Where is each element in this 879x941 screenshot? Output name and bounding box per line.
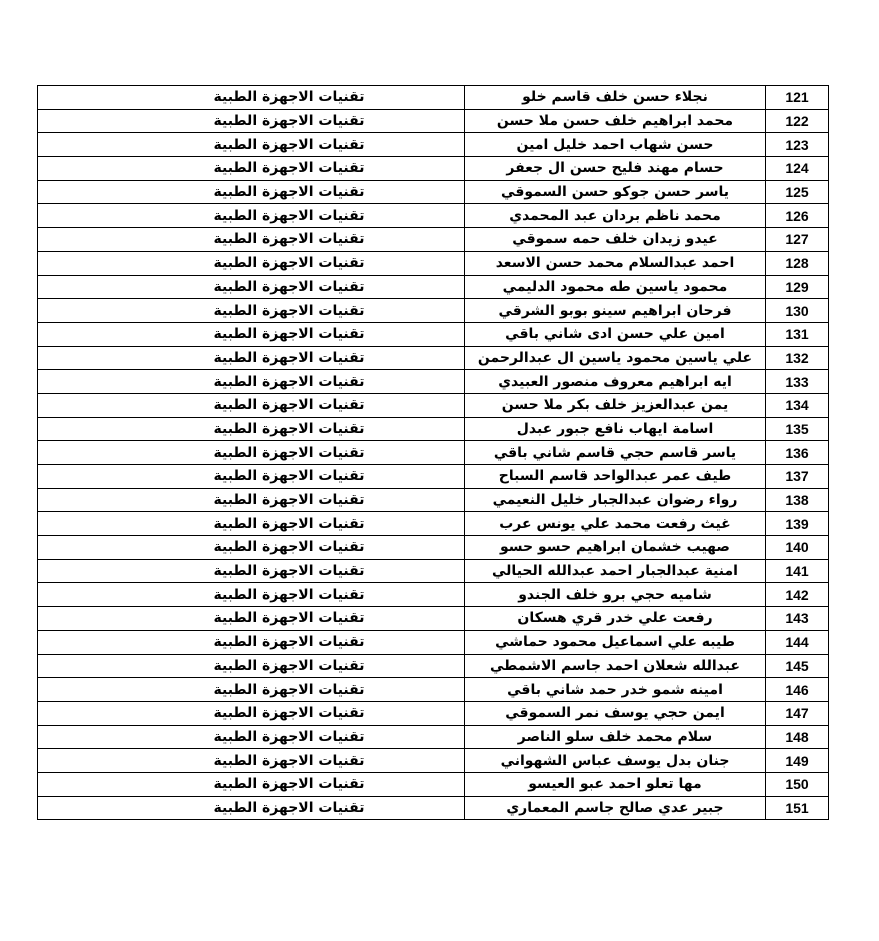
row-number: 141 bbox=[766, 559, 829, 583]
student-name: سلام محمد خلف سلو الناصر bbox=[465, 725, 766, 749]
table-row bbox=[38, 678, 829, 702]
row-number: 134 bbox=[766, 393, 829, 417]
row-number: 125 bbox=[766, 180, 829, 204]
student-name: فرحان ابراهيم سينو بوبو الشرقي bbox=[465, 299, 766, 323]
row-number: 143 bbox=[766, 607, 829, 631]
department-cell bbox=[38, 512, 465, 536]
department-cell bbox=[38, 559, 465, 583]
department-name: تقنيات الاجهزة الطبية bbox=[213, 657, 365, 674]
table-row bbox=[38, 417, 829, 441]
department-name: تقنيات الاجهزة الطبية bbox=[213, 326, 365, 343]
department-name: تقنيات الاجهزة الطبية bbox=[213, 397, 365, 414]
row-number: 136 bbox=[766, 441, 829, 465]
department-cell bbox=[38, 86, 465, 110]
table-row bbox=[38, 393, 829, 417]
table-row bbox=[38, 796, 829, 820]
department-name: تقنيات الاجهزة الطبية bbox=[213, 160, 365, 177]
table-row bbox=[38, 701, 829, 725]
table-row bbox=[38, 251, 829, 275]
table-row bbox=[38, 86, 829, 110]
department-cell bbox=[38, 417, 465, 441]
row-number: 123 bbox=[766, 133, 829, 157]
table-row bbox=[38, 559, 829, 583]
student-name: حسن شهاب احمد خليل امين bbox=[465, 133, 766, 157]
row-number: 150 bbox=[766, 772, 829, 796]
table-row bbox=[38, 441, 829, 465]
row-number: 126 bbox=[766, 204, 829, 228]
student-name: عبدالله شعلان احمد جاسم الاشمطي bbox=[465, 654, 766, 678]
department-name: تقنيات الاجهزة الطبية bbox=[213, 634, 365, 651]
table-row bbox=[38, 204, 829, 228]
department-cell bbox=[38, 749, 465, 773]
row-number: 129 bbox=[766, 275, 829, 299]
student-name: ياسر قاسم حجي قاسم شاني باقي bbox=[465, 441, 766, 465]
department-name: تقنيات الاجهزة الطبية bbox=[213, 705, 365, 722]
department-name: تقنيات الاجهزة الطبية bbox=[213, 539, 365, 556]
student-name: نجلاء حسن خلف قاسم خلو bbox=[465, 86, 766, 110]
department-cell bbox=[38, 275, 465, 299]
department-name: تقنيات الاجهزة الطبية bbox=[213, 799, 365, 816]
student-name: محمد ابراهيم خلف حسن ملا حسن bbox=[465, 109, 766, 133]
student-name: احمد عبدالسلام محمد حسن الاسعد bbox=[465, 251, 766, 275]
student-name: ايمن حجي يوسف نمر السموقي bbox=[465, 701, 766, 725]
department-cell bbox=[38, 772, 465, 796]
department-name: تقنيات الاجهزة الطبية bbox=[213, 113, 365, 130]
department-name: تقنيات الاجهزة الطبية bbox=[213, 468, 365, 485]
department-name: تقنيات الاجهزة الطبية bbox=[213, 563, 365, 580]
department-name: تقنيات الاجهزة الطبية bbox=[213, 728, 365, 745]
department-name: تقنيات الاجهزة الطبية bbox=[213, 207, 365, 224]
student-name: حسام مهند فليح حسن ال جعفر bbox=[465, 157, 766, 181]
row-number: 149 bbox=[766, 749, 829, 773]
table-row bbox=[38, 725, 829, 749]
student-table bbox=[37, 85, 829, 820]
table-row bbox=[38, 512, 829, 536]
student-name: رواء رضوان عبدالجبار خليل النعيمي bbox=[465, 488, 766, 512]
row-number: 147 bbox=[766, 701, 829, 725]
table-row bbox=[38, 465, 829, 489]
table-row bbox=[38, 583, 829, 607]
table-row bbox=[38, 654, 829, 678]
student-name: شاميه حجي برو خلف الجندو bbox=[465, 583, 766, 607]
table-row bbox=[38, 749, 829, 773]
student-name: ايه ابراهيم معروف منصور العبيدي bbox=[465, 370, 766, 394]
department-name: تقنيات الاجهزة الطبية bbox=[213, 444, 365, 461]
department-cell bbox=[38, 346, 465, 370]
table-row bbox=[38, 228, 829, 252]
department-cell bbox=[38, 133, 465, 157]
department-name: تقنيات الاجهزة الطبية bbox=[213, 278, 365, 295]
table-row bbox=[38, 772, 829, 796]
row-number: 133 bbox=[766, 370, 829, 394]
department-name: تقنيات الاجهزة الطبية bbox=[213, 586, 365, 603]
student-name: امنية عبدالجبار احمد عبدالله الحيالي bbox=[465, 559, 766, 583]
student-name: جبير عدي صالح جاسم المعماري bbox=[465, 796, 766, 820]
student-table-body bbox=[38, 86, 829, 820]
table-row bbox=[38, 536, 829, 560]
department-name: تقنيات الاجهزة الطبية bbox=[213, 184, 365, 201]
student-name: امينه شمو خدر حمد شاني باقي bbox=[465, 678, 766, 702]
department-cell bbox=[38, 441, 465, 465]
student-list-sheet bbox=[37, 85, 825, 820]
student-name: صهيب خشمان ابراهيم حسو حسو bbox=[465, 536, 766, 560]
table-row bbox=[38, 322, 829, 346]
table-row bbox=[38, 157, 829, 181]
department-name: تقنيات الاجهزة الطبية bbox=[213, 302, 365, 319]
department-cell bbox=[38, 583, 465, 607]
department-cell bbox=[38, 607, 465, 631]
row-number: 127 bbox=[766, 228, 829, 252]
department-cell bbox=[38, 678, 465, 702]
row-number: 144 bbox=[766, 630, 829, 654]
row-number: 138 bbox=[766, 488, 829, 512]
row-number: 124 bbox=[766, 157, 829, 181]
department-cell bbox=[38, 180, 465, 204]
table-row bbox=[38, 370, 829, 394]
department-name: تقنيات الاجهزة الطبية bbox=[213, 776, 365, 793]
student-name: يمن عبدالعزيز خلف بكر ملا حسن bbox=[465, 393, 766, 417]
student-name: محمود ياسين طه محمود الدليمي bbox=[465, 275, 766, 299]
table-row bbox=[38, 488, 829, 512]
department-cell bbox=[38, 536, 465, 560]
row-number: 132 bbox=[766, 346, 829, 370]
student-name: غيث رفعت محمد علي يونس عرب bbox=[465, 512, 766, 536]
department-name: تقنيات الاجهزة الطبية bbox=[213, 231, 365, 248]
department-name: تقنيات الاجهزة الطبية bbox=[213, 349, 365, 366]
table-row bbox=[38, 109, 829, 133]
department-cell bbox=[38, 204, 465, 228]
department-name: تقنيات الاجهزة الطبية bbox=[213, 255, 365, 272]
department-cell bbox=[38, 393, 465, 417]
department-cell bbox=[38, 488, 465, 512]
department-cell bbox=[38, 796, 465, 820]
student-name: طيف عمر عبدالواحد قاسم السباح bbox=[465, 465, 766, 489]
department-name: تقنيات الاجهزة الطبية bbox=[213, 373, 365, 390]
department-name: تقنيات الاجهزة الطبية bbox=[213, 515, 365, 532]
department-cell bbox=[38, 701, 465, 725]
table-row bbox=[38, 275, 829, 299]
table-row bbox=[38, 299, 829, 323]
student-name: اسامة ايهاب نافع جبور عبدل bbox=[465, 417, 766, 441]
student-name: امين علي حسن ادى شاني باقي bbox=[465, 322, 766, 346]
student-name: ياسر حسن جوكو حسن السموقي bbox=[465, 180, 766, 204]
department-cell bbox=[38, 299, 465, 323]
student-name: مها تعلو احمد عبو العيسو bbox=[465, 772, 766, 796]
department-cell bbox=[38, 654, 465, 678]
table-row bbox=[38, 133, 829, 157]
row-number: 128 bbox=[766, 251, 829, 275]
student-name: علي ياسين محمود ياسين ال عبدالرحمن bbox=[465, 346, 766, 370]
student-name: رفعت علي خدر قري هسكان bbox=[465, 607, 766, 631]
table-row bbox=[38, 630, 829, 654]
row-number: 142 bbox=[766, 583, 829, 607]
department-name: تقنيات الاجهزة الطبية bbox=[213, 492, 365, 509]
row-number: 122 bbox=[766, 109, 829, 133]
table-row bbox=[38, 346, 829, 370]
row-number: 130 bbox=[766, 299, 829, 323]
department-name: تقنيات الاجهزة الطبية bbox=[213, 610, 365, 627]
row-number: 135 bbox=[766, 417, 829, 441]
department-name: تقنيات الاجهزة الطبية bbox=[213, 752, 365, 769]
row-number: 146 bbox=[766, 678, 829, 702]
department-name: تقنيات الاجهزة الطبية bbox=[213, 420, 365, 437]
department-cell bbox=[38, 157, 465, 181]
row-number: 151 bbox=[766, 796, 829, 820]
row-number: 145 bbox=[766, 654, 829, 678]
department-cell bbox=[38, 370, 465, 394]
department-cell bbox=[38, 322, 465, 346]
department-cell bbox=[38, 725, 465, 749]
row-number: 139 bbox=[766, 512, 829, 536]
department-cell bbox=[38, 465, 465, 489]
row-number: 121 bbox=[766, 86, 829, 110]
student-name: طيبه علي اسماعيل محمود حماشي bbox=[465, 630, 766, 654]
student-name: عيدو زيدان خلف حمه سموقي bbox=[465, 228, 766, 252]
department-name: تقنيات الاجهزة الطبية bbox=[213, 136, 365, 153]
department-cell bbox=[38, 109, 465, 133]
department-cell bbox=[38, 251, 465, 275]
department-cell bbox=[38, 630, 465, 654]
department-cell bbox=[38, 228, 465, 252]
row-number: 137 bbox=[766, 465, 829, 489]
table-row bbox=[38, 607, 829, 631]
department-name: تقنيات الاجهزة الطبية bbox=[213, 681, 365, 698]
department-name: تقنيات الاجهزة الطبية bbox=[213, 89, 365, 106]
table-row bbox=[38, 180, 829, 204]
row-number: 148 bbox=[766, 725, 829, 749]
student-name: محمد ناظم بردان عبد المحمدي bbox=[465, 204, 766, 228]
student-name: جنان بدل يوسف عباس الشهواني bbox=[465, 749, 766, 773]
row-number: 131 bbox=[766, 322, 829, 346]
row-number: 140 bbox=[766, 536, 829, 560]
